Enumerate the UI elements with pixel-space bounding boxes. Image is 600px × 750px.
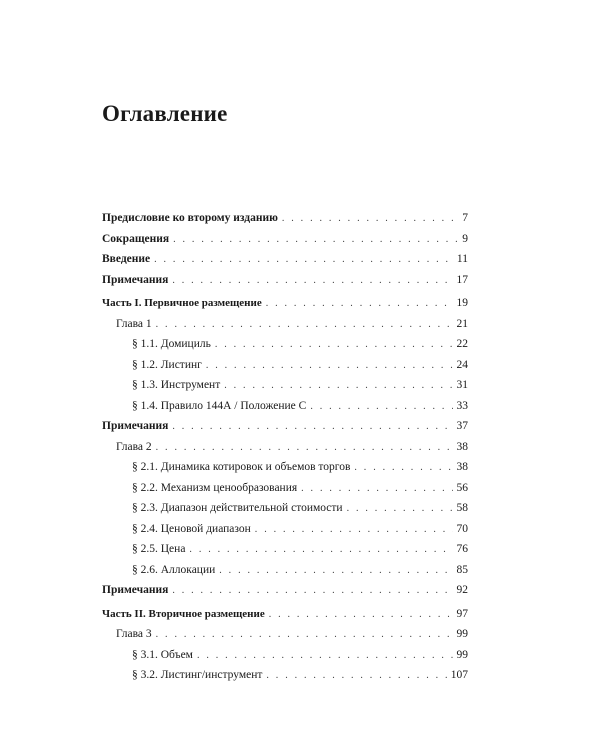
toc-entry-title: Сокращения	[102, 232, 170, 245]
toc-entry-page-number: 70	[456, 522, 468, 535]
toc-entry-page-number: 37	[456, 420, 468, 432]
toc-entry	[102, 539, 468, 560]
toc-entry-page-number: 22	[456, 338, 468, 350]
toc-entry-page-number: 56	[456, 481, 468, 494]
toc-entry-title: Глава 3	[116, 628, 152, 640]
toc-leader-dots	[156, 625, 453, 646]
toc-entry-title: § 2.4. Ценовой диапазон	[132, 522, 251, 535]
toc-entry-page-number: 24	[456, 358, 468, 371]
toc-entry-title: Часть II. Вторичное размещение	[102, 607, 265, 620]
toc-entry	[102, 355, 468, 376]
toc-entry-page-number: 107	[450, 669, 468, 681]
toc-entry	[102, 560, 468, 581]
toc-entry-title: § 2.6. Аллокации	[132, 563, 216, 576]
toc-leader-dots	[154, 250, 453, 271]
toc-leader-dots	[354, 458, 452, 479]
toc-leader-dots	[266, 666, 446, 687]
toc-entry-page-number: 17	[456, 273, 468, 286]
toc-leader-dots	[197, 646, 453, 667]
toc-entry-title: Глава 2	[116, 440, 152, 453]
toc-entry	[102, 665, 468, 686]
toc-leader-dots	[266, 294, 453, 315]
toc-entry-title: Предисловие ко второму изданию	[102, 212, 278, 224]
toc-entry	[102, 208, 468, 229]
toc-entry	[102, 478, 468, 499]
toc-entry	[102, 293, 468, 314]
toc-entry	[102, 437, 468, 458]
toc-entry-page-number: 99	[456, 628, 468, 640]
toc-entry	[102, 457, 468, 478]
toc-entry-page-number: 38	[456, 440, 468, 453]
toc-entry-title: Примечания	[102, 584, 169, 596]
toc-leader-dots	[269, 605, 453, 626]
toc-entry	[102, 375, 468, 396]
toc-entry	[102, 334, 468, 355]
toc-leader-dots	[206, 356, 453, 377]
toc-entry-title: Примечания	[102, 273, 169, 286]
toc-entry-page-number: 85	[456, 563, 468, 576]
toc-entry-title: § 2.5. Цена	[132, 543, 186, 555]
toc-entry-title: Часть I. Первичное размещение	[102, 297, 262, 309]
toc-leader-dots	[172, 271, 452, 292]
toc-leader-dots	[173, 230, 458, 251]
toc-entry	[102, 249, 468, 270]
toc-entry-title: Глава 1	[116, 317, 152, 330]
toc-entry-title: § 1.3. Инструмент	[132, 379, 221, 391]
toc-entry	[102, 416, 468, 437]
toc-leader-dots	[172, 581, 452, 602]
toc-entry	[102, 396, 468, 417]
toc-leader-dots	[224, 376, 452, 397]
toc-leader-dots	[282, 209, 458, 230]
toc-entry-page-number: 92	[456, 584, 468, 596]
toc-leader-dots	[301, 479, 452, 500]
toc-entry-page-number: 19	[456, 297, 468, 309]
toc-entry	[102, 498, 468, 519]
toc-entry	[102, 314, 468, 335]
toc-entry-page-number: 76	[456, 543, 468, 555]
toc-entry-title: Введение	[102, 253, 151, 265]
toc-leader-dots	[347, 499, 453, 520]
toc-entry-page-number: 99	[456, 648, 468, 661]
toc-leader-dots	[310, 397, 452, 418]
toc-entry-page-number: 31	[456, 379, 468, 391]
toc-entry-title: § 1.4. Правило 144А / Положение С	[132, 399, 307, 412]
toc-leader-dots	[219, 561, 452, 582]
toc-entry	[102, 645, 468, 666]
toc-entry-page-number: 38	[456, 461, 468, 473]
toc-leader-dots	[156, 315, 453, 336]
toc-entry	[102, 229, 468, 250]
toc-entry-title: § 1.1. Домициль	[132, 338, 211, 350]
toc-entry-page-number: 9	[462, 232, 468, 245]
toc-entry-title: § 2.3. Диапазон действительной стоимости	[132, 502, 343, 514]
toc-entry-title: Примечания	[102, 420, 169, 432]
toc-entry-page-number: 21	[456, 317, 468, 330]
toc-entry-title: § 3.1. Объем	[132, 648, 193, 661]
table-of-contents	[102, 208, 468, 686]
toc-entry-title: § 2.2. Механизм ценообразования	[132, 481, 298, 494]
toc-entry	[102, 270, 468, 291]
toc-leader-dots	[215, 335, 453, 356]
toc-entry	[102, 624, 468, 645]
toc-entry-title: § 3.2. Листинг/инструмент	[132, 669, 263, 681]
toc-entry-title: § 1.2. Листинг	[132, 358, 202, 371]
toc-entry-title: § 2.1. Динамика котировок и объемов торгов	[132, 461, 351, 473]
toc-leader-dots	[156, 438, 453, 459]
page-title: Оглавление	[102, 101, 228, 126]
toc-leader-dots	[255, 520, 453, 541]
toc-entry	[102, 604, 468, 625]
toc-entry-page-number: 97	[456, 607, 468, 620]
toc-entry-page-number: 33	[456, 399, 468, 412]
toc-entry-page-number: 11	[456, 253, 468, 265]
toc-leader-dots	[172, 417, 452, 438]
toc-entry-page-number: 58	[456, 502, 468, 514]
toc-entry-page-number: 7	[462, 212, 468, 224]
toc-entry	[102, 580, 468, 601]
toc-leader-dots	[189, 540, 452, 561]
toc-entry	[102, 519, 468, 540]
